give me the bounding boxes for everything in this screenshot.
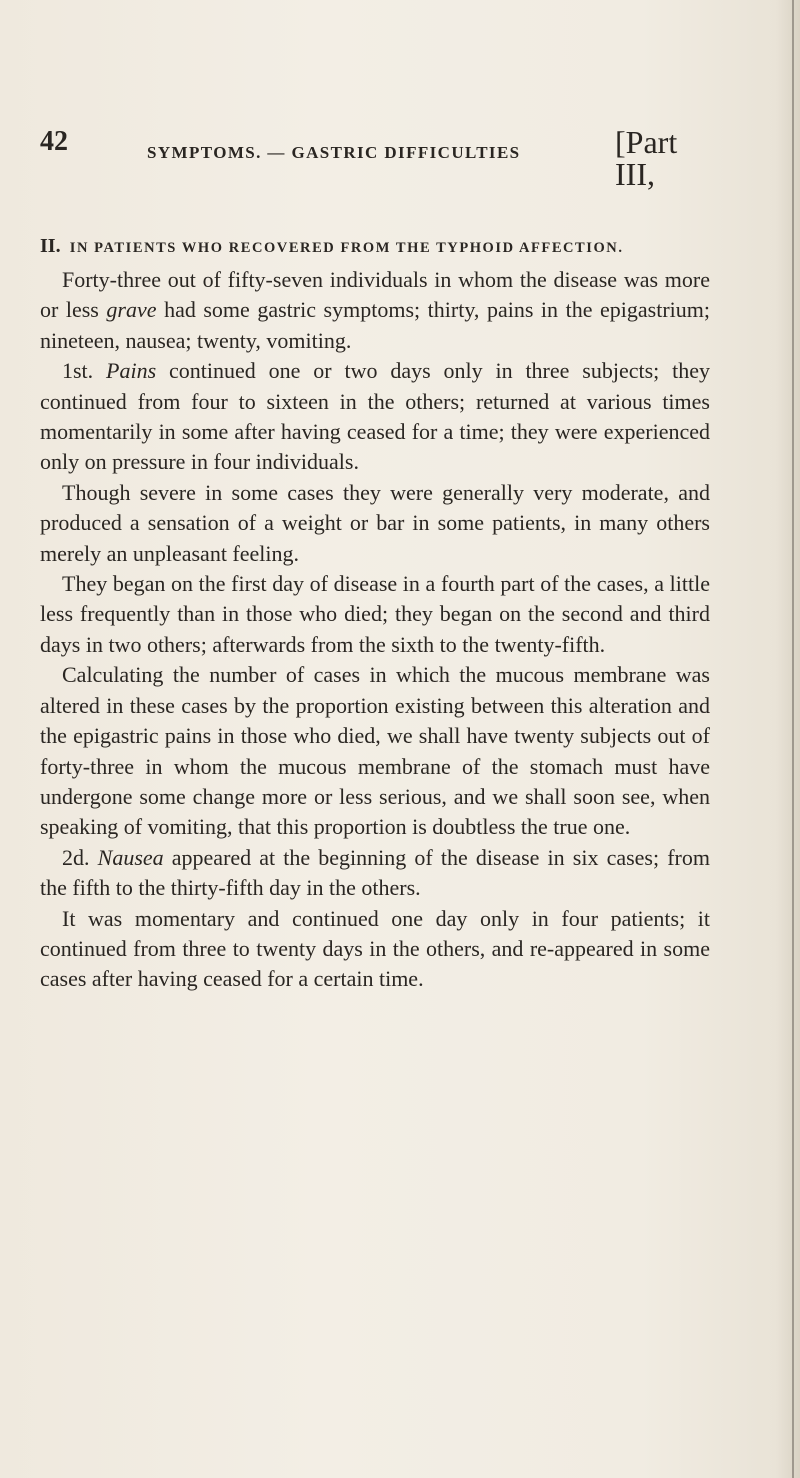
paragraph-onset: They began on the first day of disease in a fourth part of the cases, a little less frequently than in those who died; they began on the second and third days in two others; afterwards from the sixth to the twenty-fifth.	[40, 571, 710, 657]
paragraph-nausea: 2d. Nausea appeared at the beginning of the disease in six cases; from the fifth to the thirty-fifth day in the others.	[40, 844, 710, 901]
emphasis-pains: Pains	[106, 358, 157, 384]
paragraph-duration: It was momentary and continued one day only in four patients; it continued from three to twenty days in the others, and re-appeared in some cases after having ceased for a certain time.	[40, 905, 710, 992]
emphasis-nausea: Nausea	[97, 844, 164, 870]
body-text	[40, 265, 710, 995]
section-number: II.	[40, 235, 61, 257]
paragraph-pains: 1st. Pains continued one or two days only in three subjects; they continued from four to sixteen in the others; returned at various times momentarily in some after having ceased for a time; they were experienced only on pressure in four individuals.	[40, 358, 710, 475]
paragraph-intro: Forty-three out of fifty-seven individuals in whom the disease was more or less grave had some gastric symptoms; thirty, pains in the epigastrium; nineteen, nausea; twenty, vomiting.	[40, 267, 710, 353]
running-title: SYMPTOMS. — GASTRIC DIFFICULTIES	[147, 143, 521, 162]
section-title: IN PATIENTS WHO RECOVERED FROM THE TYPHOID AFFECTION.	[69, 240, 624, 256]
section-heading	[40, 235, 740, 257]
emphasis-grave: grave	[106, 297, 157, 323]
page-number: 42	[40, 126, 68, 157]
paragraph-severity: Though severe in some cases they were generally very moderate, and produced a sensation of a weight or bar in some patients, in many others merely an unpleasant feeling.	[40, 479, 710, 566]
page-edge-shadow	[792, 0, 794, 1478]
part-label: [Part III,	[615, 124, 678, 192]
running-header	[40, 88, 720, 192]
paragraph-calculation: Calculating the number of cases in which the mucous membrane was altered in these cases by the proportion existing between this alteration and the epigastric pains in those who died, we shall have twenty subjects out of forty-three in whom the mucous membrane of the stomach must have undergone some change more or less serious, and we shall soon see, when speaking of vomiting, that this proportion is doubtless the true one.	[40, 662, 710, 840]
